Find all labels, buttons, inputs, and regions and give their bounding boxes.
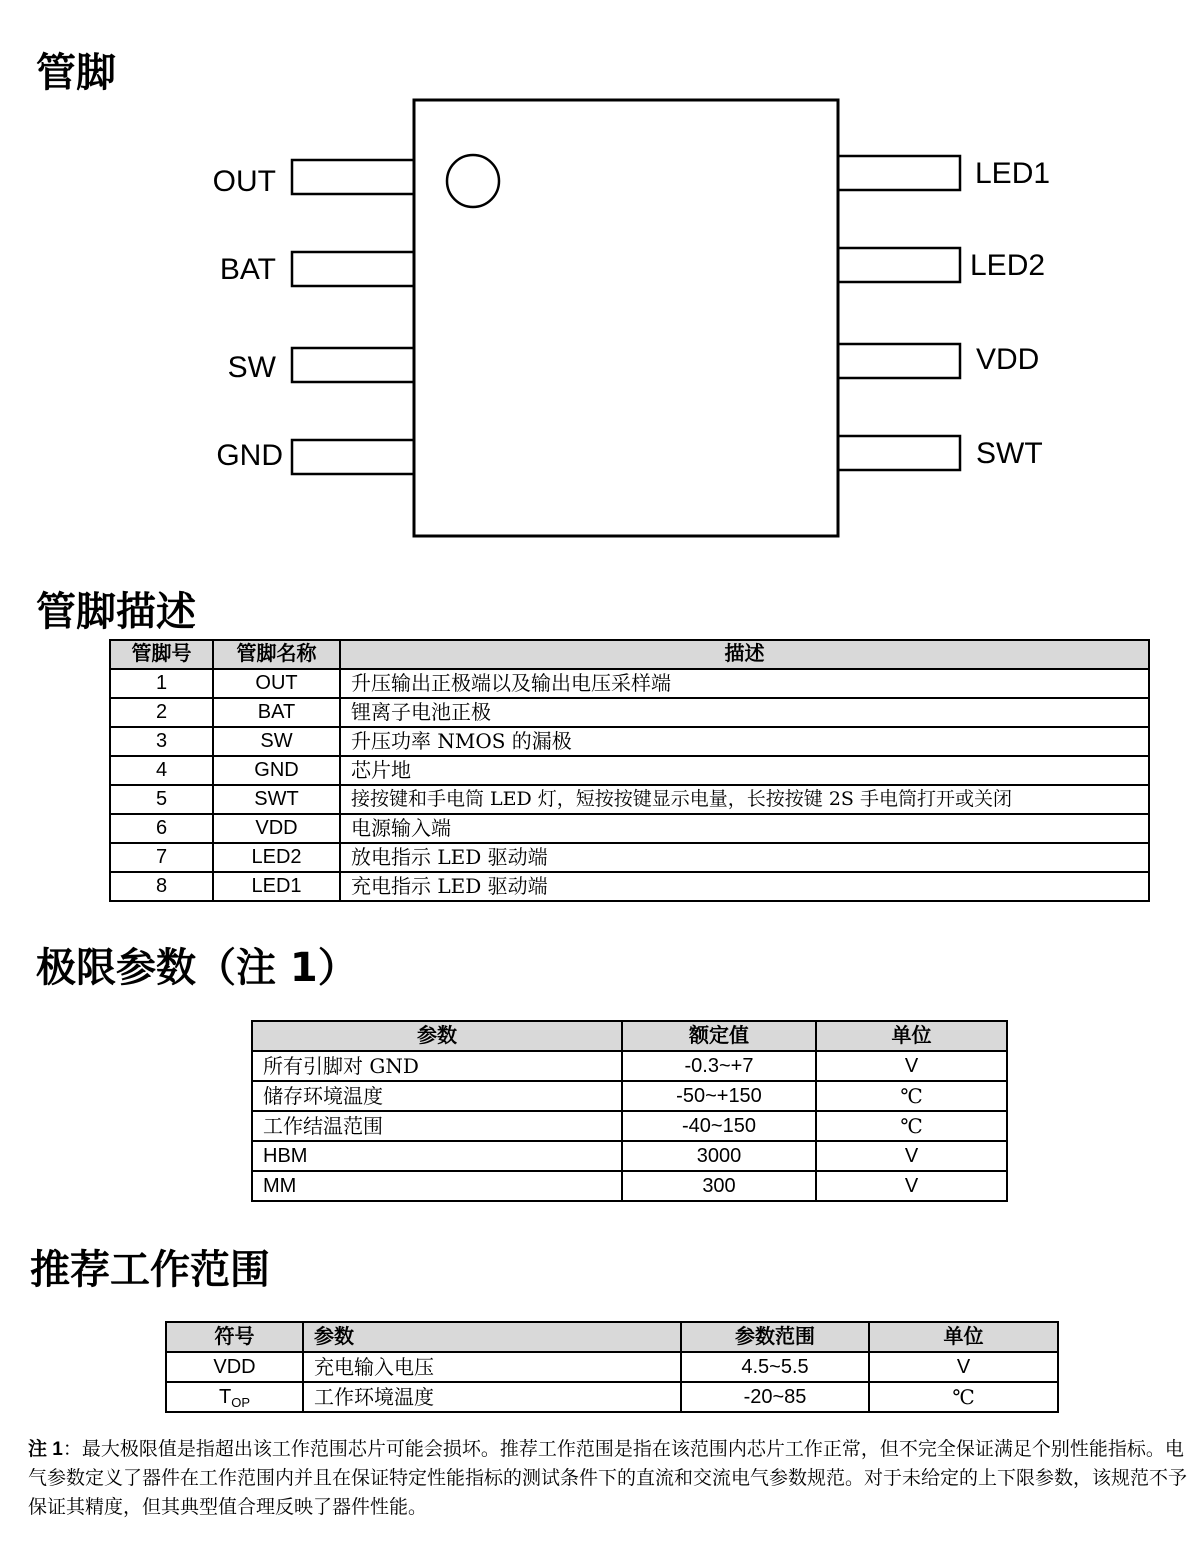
pin-description: 电源输入端 <box>340 814 1149 843</box>
unit: ℃ <box>869 1382 1058 1412</box>
pin-name: VDD <box>213 814 340 843</box>
table-row <box>252 1171 1007 1201</box>
pin-label-led2: LED2 <box>970 249 1046 282</box>
table-row <box>110 785 1149 814</box>
left-pin-leads <box>292 160 414 474</box>
pin-name: SW <box>213 727 340 756</box>
absolute-max-table <box>251 1020 1008 1202</box>
pin-description: 升压输出正极端以及输出电压采样端 <box>340 669 1149 698</box>
column-header: 管脚名称 <box>213 640 340 669</box>
column-header: 单位 <box>816 1021 1007 1051</box>
pin-number: 2 <box>110 698 213 727</box>
footnote-text: ：最大极限值是指超出该工作范围芯片可能会损坏。推荐工作范围是指在该范围内芯片工作正常，但不完全保证满足个别性能指标。电气参数定义了器件在工作范围内并且在保证特定性能指标的测试条件下的直流和交流电气参数规范。对于未给定的上下限参数，该规范不予保证其精度，但其典型值合理反映了器件性能。 <box>28 1438 1188 1518</box>
pin-number: 6 <box>110 814 213 843</box>
pin-description: 接按键和手电筒 LED 灯，短按按键显示电量，长按按键 2S 手电筒打开或关闭 <box>340 785 1149 814</box>
pin-description: 充电指示 LED 驱动端 <box>340 872 1149 901</box>
pin-name: LED1 <box>213 872 340 901</box>
param-name: 所有引脚对 GND <box>252 1051 622 1081</box>
pin1-marker <box>447 155 499 207</box>
rated-value: 3000 <box>622 1141 816 1171</box>
param-name: MM <box>252 1171 622 1201</box>
column-header: 符号 <box>166 1322 303 1352</box>
pin-name: BAT <box>213 698 340 727</box>
table-row <box>110 814 1149 843</box>
range-value: -20~85 <box>681 1382 869 1412</box>
param-name: 工作环境温度 <box>303 1382 681 1412</box>
table-row <box>110 698 1149 727</box>
pin-label-gnd: GND <box>216 439 283 472</box>
table-row <box>166 1352 1058 1382</box>
table-row <box>110 756 1149 785</box>
pin-label-sw: SW <box>227 351 276 384</box>
pin-description: 锂离子电池正极 <box>340 698 1149 727</box>
column-header: 参数 <box>303 1322 681 1352</box>
table-header-row <box>110 640 1149 669</box>
rated-value: -0.3~+7 <box>622 1051 816 1081</box>
unit: ℃ <box>816 1111 1007 1141</box>
table-row <box>166 1382 1058 1412</box>
pin-number: 8 <box>110 872 213 901</box>
pin-description-table <box>109 639 1150 902</box>
unit: ℃ <box>816 1081 1007 1111</box>
rated-value: -50~+150 <box>622 1081 816 1111</box>
pin-description: 芯片地 <box>340 756 1149 785</box>
pins-heading: 管脚 <box>36 50 116 96</box>
footnote-label: 注 1 <box>28 1439 63 1460</box>
column-header: 参数 <box>252 1021 622 1051</box>
pin-label-led1: LED1 <box>975 157 1051 190</box>
column-header: 单位 <box>869 1322 1058 1352</box>
recommended-range-heading: 推荐工作范围 <box>30 1247 270 1293</box>
pin-number: 5 <box>110 785 213 814</box>
unit: V <box>816 1141 1007 1171</box>
symbol-subscript: OP <box>231 1395 250 1410</box>
column-header: 额定值 <box>622 1021 816 1051</box>
recommended-range-table <box>165 1321 1059 1413</box>
column-header: 描述 <box>340 640 1149 669</box>
table-row <box>110 727 1149 756</box>
pin-name: SWT <box>213 785 340 814</box>
rated-value: 300 <box>622 1171 816 1201</box>
pin-label-bat: BAT <box>219 253 276 286</box>
param-name: 储存环境温度 <box>252 1081 622 1111</box>
symbol <box>166 1352 303 1382</box>
pin-diagram <box>0 85 1200 555</box>
pin-label-vdd: VDD <box>976 343 1040 376</box>
pin-description: 升压功率 NMOS 的漏极 <box>340 727 1149 756</box>
pin-number: 7 <box>110 843 213 872</box>
param-name: 充电输入电压 <box>303 1352 681 1382</box>
absolute-max-heading: 极限参数（注 1） <box>36 945 358 991</box>
param-name: HBM <box>252 1141 622 1171</box>
table-row <box>252 1051 1007 1081</box>
column-header: 参数范围 <box>681 1322 869 1352</box>
unit: V <box>816 1051 1007 1081</box>
chip-body <box>414 100 838 536</box>
table-row <box>252 1081 1007 1111</box>
table-row <box>110 843 1149 872</box>
right-pin-leads <box>838 156 960 470</box>
column-header: 管脚号 <box>110 640 213 669</box>
pin-name: OUT <box>213 669 340 698</box>
symbol-main: T <box>218 1386 232 1408</box>
pin-description: 放电指示 LED 驱动端 <box>340 843 1149 872</box>
pin-description-heading: 管脚描述 <box>36 589 196 635</box>
pin-label-out: OUT <box>212 165 276 198</box>
pin-label-swt: SWT <box>976 437 1043 470</box>
footnote <box>28 1435 1193 1522</box>
table-row <box>110 872 1149 901</box>
unit: V <box>816 1171 1007 1201</box>
symbol-main: VDD <box>213 1356 256 1378</box>
pin-number: 3 <box>110 727 213 756</box>
table-header-row <box>252 1021 1007 1051</box>
symbol <box>166 1382 303 1412</box>
pin-name: LED2 <box>213 843 340 872</box>
rated-value: -40~150 <box>622 1111 816 1141</box>
unit: V <box>869 1352 1058 1382</box>
table-row <box>110 669 1149 698</box>
table-row <box>252 1141 1007 1171</box>
table-row <box>252 1111 1007 1141</box>
param-name: 工作结温范围 <box>252 1111 622 1141</box>
pin-number: 4 <box>110 756 213 785</box>
table-header-row <box>166 1322 1058 1352</box>
pin-number: 1 <box>110 669 213 698</box>
pin-name: GND <box>213 756 340 785</box>
range-value: 4.5~5.5 <box>681 1352 869 1382</box>
